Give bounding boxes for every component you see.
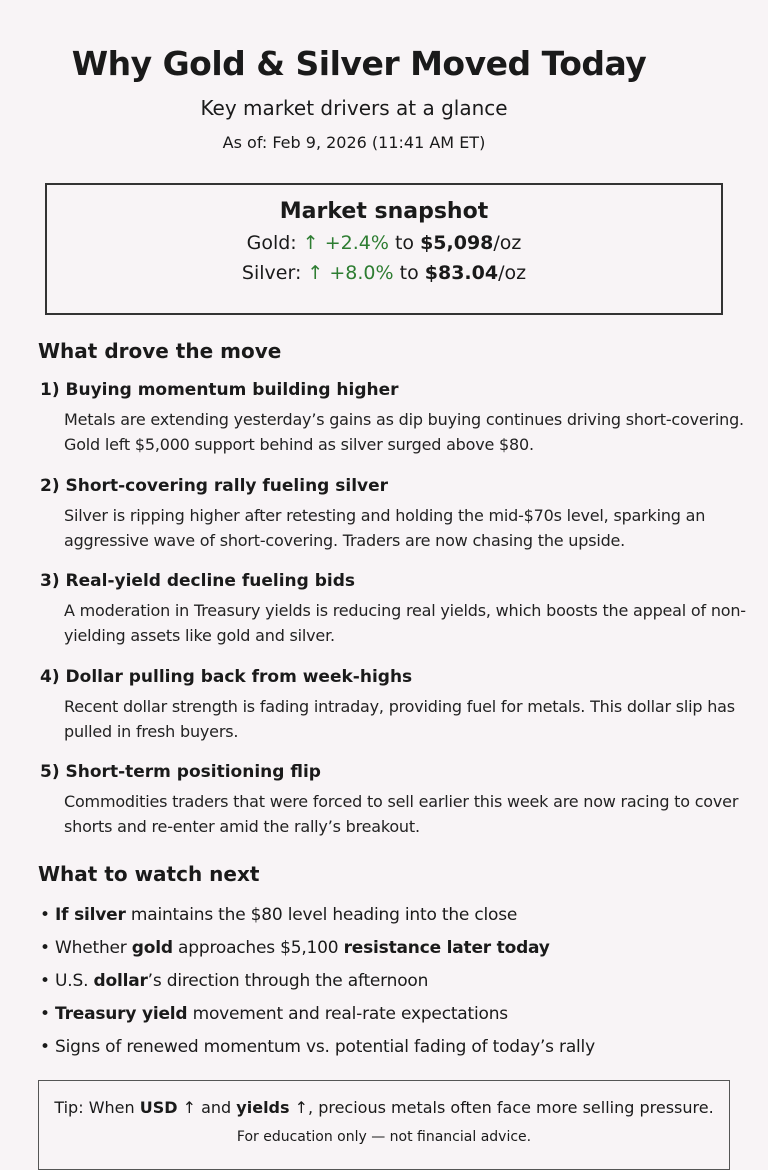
driver-number: 4) <box>40 666 60 687</box>
watch-bullet <box>40 905 517 925</box>
unit: /oz <box>498 262 527 284</box>
driver-heading <box>40 476 760 496</box>
bullet-icon: • <box>40 1004 50 1024</box>
as-of-timestamp: As of: Feb 9, 2026 (11:41 AM ET) <box>222 133 486 152</box>
bullet-text: Treasury yield <box>55 1004 188 1024</box>
bullet-text: U.S. <box>55 971 94 991</box>
driver-title: Real-yield decline fueling bids <box>65 571 355 591</box>
driver-title: Short-term positioning flip <box>65 762 321 782</box>
driver-title: Dollar pulling back from week-highs <box>65 666 413 687</box>
arrow-up-icon: ↑ <box>302 232 319 254</box>
driver-body: Commodities traders that were forced to sell earlier this week are now racing to cover shorts and re-enter amid the rally’s breakout. <box>64 792 739 836</box>
bullet-text: approaches $5,100 <box>172 938 344 958</box>
unit: /oz <box>493 232 522 254</box>
bullet-icon: • <box>40 905 50 925</box>
driver-title: Short-covering rally fueling silver <box>65 475 389 496</box>
watch-bullet <box>40 938 550 958</box>
driver-heading <box>40 762 760 782</box>
driver-item <box>40 667 760 744</box>
bullet-icon: • <box>40 971 50 991</box>
driver-heading <box>40 380 760 400</box>
driver-item <box>40 762 760 839</box>
market-snapshot-box <box>45 183 723 315</box>
price: $83.04 <box>424 262 499 284</box>
label: Gold: <box>246 232 297 254</box>
bullet-text: gold <box>131 938 173 958</box>
driver-item <box>40 571 760 648</box>
bullet-text: movement and real-rate expectations <box>187 1004 508 1024</box>
label: Silver: <box>241 262 302 284</box>
snapshot-row-gold <box>47 232 721 254</box>
driver-title: Buying momentum building higher <box>65 380 399 400</box>
change: +2.4% <box>324 232 389 254</box>
to: to <box>399 262 419 284</box>
snapshot-title: Market snapshot <box>279 199 489 224</box>
driver-number: 3) <box>40 571 60 591</box>
watch-bullet <box>40 1004 508 1024</box>
page-title: Why Gold & Silver Moved Today <box>71 44 647 83</box>
bullet-icon: • <box>40 1037 50 1057</box>
bullet-text: Whether <box>55 938 132 958</box>
tip-rest: , precious metals often face more selling pressure. <box>308 1098 714 1117</box>
watch-bullet <box>40 1037 595 1057</box>
bullet-text: ’s direction through the afternoon <box>147 971 429 991</box>
driver-heading <box>40 667 760 687</box>
drivers-heading: What drove the move <box>38 339 282 363</box>
usd: USD <box>139 1098 178 1117</box>
arrow-up-icon: ↑ <box>307 262 324 284</box>
tip-box <box>38 1080 730 1170</box>
bullet-text: maintains the $80 level heading into the close <box>125 905 518 925</box>
disclaimer: For education only — not financial advice. <box>236 1129 532 1145</box>
subtitle: Key market drivers at a glance <box>200 96 508 120</box>
driver-item <box>40 476 760 553</box>
yields: yields <box>236 1098 290 1117</box>
watch-bullet <box>40 971 428 991</box>
driver-body: Recent dollar strength is fading intraday, providing fuel for metals. This dollar slip has pulled in fresh buyers. <box>64 696 735 741</box>
driver-number: 2) <box>40 475 60 496</box>
arrow-up-icon: ↑ <box>294 1098 309 1117</box>
snapshot-row-silver <box>47 262 721 284</box>
price: $5,098 <box>420 232 494 254</box>
driver-item <box>40 380 760 457</box>
driver-number: 1) <box>40 380 60 400</box>
bullet-text: Signs of renewed momentum vs. potential fading of today’s rally <box>55 1037 595 1057</box>
arrow-up-icon: ↑ <box>182 1098 197 1117</box>
tip-text <box>39 1098 729 1117</box>
driver-body: Silver is ripping higher after retesting and holding the mid-$70s level, sparking an aggressive wave of short-covering. Traders are now chasing the upside. <box>64 505 706 550</box>
driver-number: 5) <box>40 762 60 782</box>
driver-heading <box>40 571 760 591</box>
watch-heading: What to watch next <box>38 862 260 886</box>
driver-body: A moderation in Treasury yields is reducing real yields, which boosts the appeal of non-yielding assets like gold and silver. <box>64 601 746 645</box>
to: to <box>394 232 415 254</box>
bullet-icon: • <box>40 938 50 958</box>
bullet-text: resistance later today <box>343 938 550 958</box>
tip-prefix: Tip: When <box>54 1098 140 1117</box>
bullet-text: dollar <box>93 971 148 991</box>
bullet-text: If silver <box>55 905 126 925</box>
and: and <box>196 1098 237 1117</box>
driver-body: Metals are extending yesterday’s gains as dip buying continues driving short-covering. Gold left $5,000 support behind as silver surged above $80. <box>64 410 744 454</box>
change: +8.0% <box>329 262 394 284</box>
